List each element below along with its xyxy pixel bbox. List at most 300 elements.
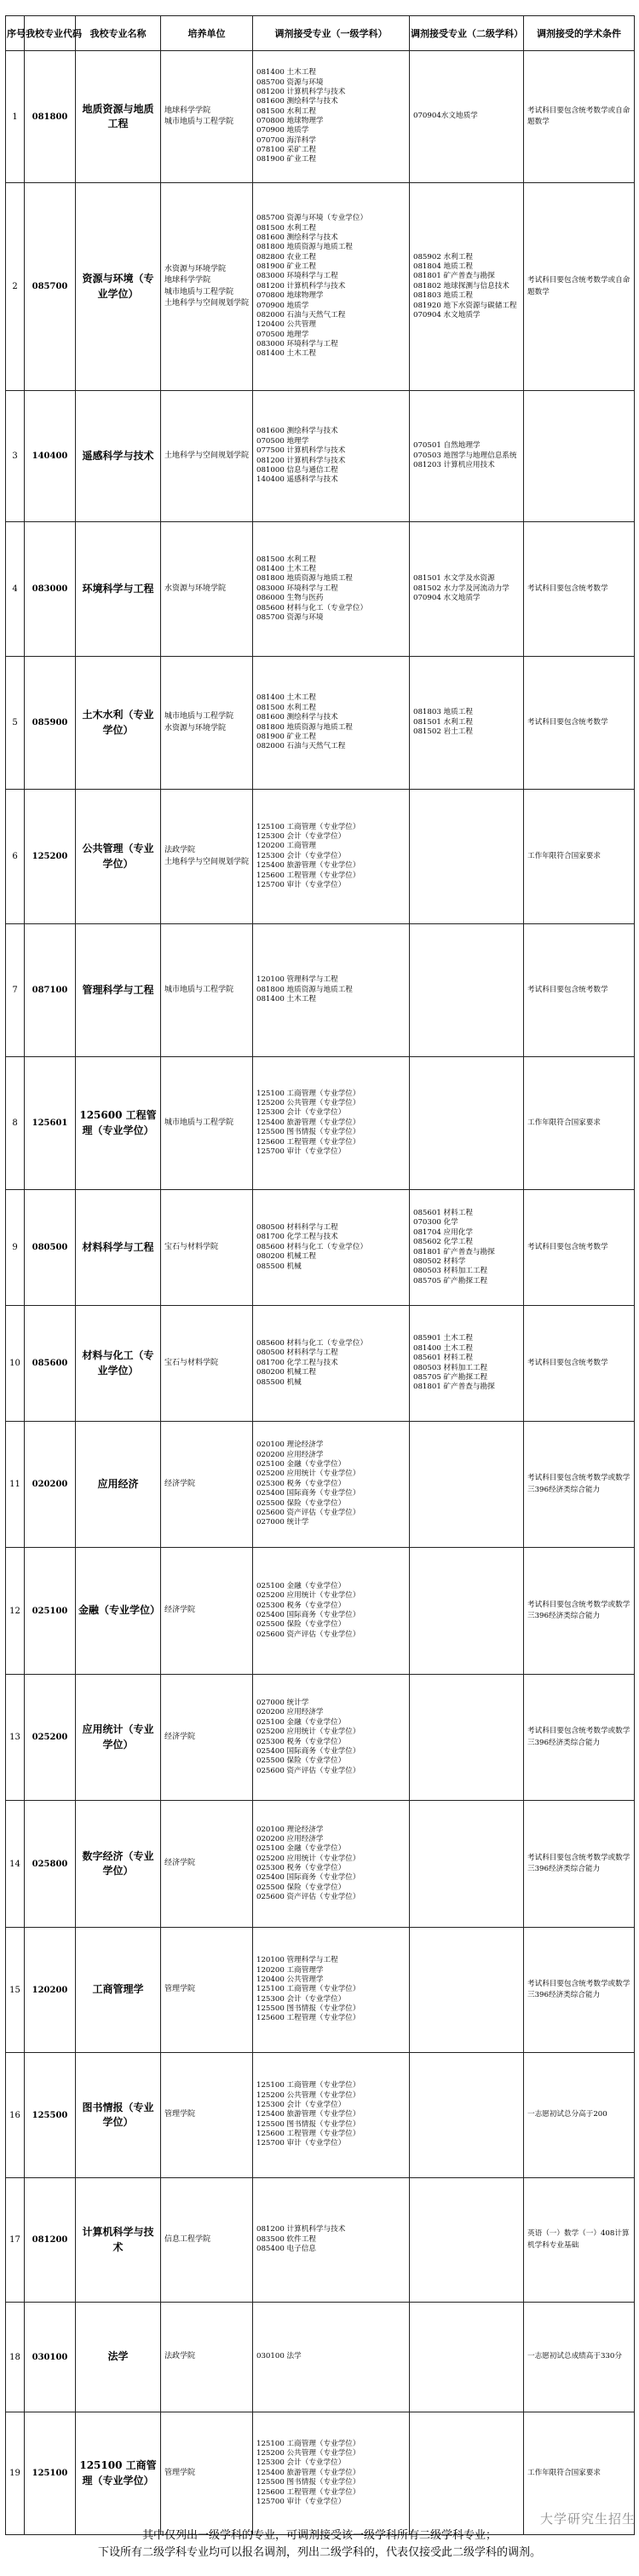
cell-unit [161, 1190, 253, 1306]
cell-level1 [253, 183, 410, 391]
cell-condition: 工作年限符合国家要求 [524, 1057, 635, 1190]
cell-code: 125100 [25, 2412, 76, 2535]
watermark: 大学研究生招生 [539, 2511, 636, 2527]
cell-level2 [410, 391, 524, 522]
cell-condition: 考试科目要包含统考数学或自命题数学 [524, 183, 635, 391]
level1-item: 025100 金融（专业学位） [256, 1844, 346, 1854]
cell-level2 [410, 1675, 524, 1801]
level1-item: 120200 工商管理学 [256, 1965, 324, 1975]
level1-item: 081500 水利工程 [256, 223, 316, 233]
table-row [6, 2053, 635, 2178]
level1-item: 070800 地球物理学 [256, 117, 324, 125]
level2-item: 081704 应用化学 [413, 1228, 473, 1237]
unit-line: 土地科学与空间规划学院 [164, 298, 250, 308]
cell-code: 081200 [25, 2178, 76, 2303]
level1-item: 081900 矿业工程 [256, 732, 316, 741]
level1-item: 120100 管理科学与工程 [256, 1956, 338, 1965]
level1-item: 070900 地质学 [256, 301, 309, 310]
cell-level1 [253, 2053, 410, 2178]
cell-seq: 4 [6, 522, 25, 657]
cell-unit [161, 1928, 253, 2053]
level1-item: 082800 农业工程 [256, 252, 316, 262]
cell-seq: 5 [6, 657, 25, 790]
cell-level1 [253, 1422, 410, 1548]
level1-item: 085700 资源与环境（专业学位） [256, 214, 368, 223]
cell-level2 [410, 183, 524, 391]
level1-item: 070500 地理学 [256, 330, 309, 339]
cell-unit [161, 657, 253, 790]
level1-item: 125500 图书情报（专业学位） [256, 2004, 360, 2014]
level1-item: 025400 国际商务（专业学位） [256, 1489, 360, 1498]
cell-major: 应用经济 [76, 1422, 161, 1548]
cell-level1 [253, 522, 410, 657]
unit-line: 管理学院 [164, 2110, 196, 2119]
cell-major: 土木水利（专业学位） [76, 657, 161, 790]
cell-seq: 2 [6, 183, 25, 391]
level1-item: 025100 金融（专业学位） [256, 1581, 346, 1590]
cell-unit [161, 391, 253, 522]
cell-level2 [410, 1057, 524, 1190]
cell-unit [161, 522, 253, 657]
unit-line: 管理学院 [164, 2468, 196, 2477]
level1-item: 081400 土木工程 [256, 349, 316, 359]
cell-seq: 15 [6, 1928, 25, 2053]
cell-seq: 9 [6, 1190, 25, 1306]
level2-item: 081803 地质工程 [413, 291, 473, 301]
level1-item: 081600 测绘科学与技术 [256, 427, 338, 436]
level2-item: 081920 地下水资源与碳储工程 [413, 301, 517, 310]
level1-item: 085700 资源与环境 [256, 612, 324, 622]
level1-item: 125600 工程管理（专业学位） [256, 2487, 360, 2497]
level1-item: 081500 水利工程 [256, 555, 316, 564]
unit-line: 经济学院 [164, 1479, 196, 1488]
cell-major: 金融（专业学位） [76, 1548, 161, 1675]
level1-item: 140400 遥感科学与技术 [256, 475, 338, 485]
level2-item: 085601 材料工程 [413, 1209, 473, 1218]
cell-major: 125600 工程管理（专业学位） [76, 1057, 161, 1190]
level1-item: 081600 测绘科学与技术 [256, 233, 338, 243]
level1-item: 078100 采矿工程 [256, 146, 316, 155]
level2-item: 081400 土木工程 [413, 1343, 473, 1353]
level1-item: 125200 公共管理（专业学位） [256, 1099, 360, 1108]
cell-level2 [410, 1928, 524, 2053]
cell-unit [161, 51, 253, 183]
unit-line: 土地科学与空间规划学院 [164, 857, 250, 866]
cell-unit [161, 2303, 253, 2412]
table-row [6, 1675, 635, 1801]
level1-item: 070500 地理学 [256, 436, 309, 446]
cell-major: 管理科学与工程 [76, 924, 161, 1057]
level1-item: 025300 税务（专业学位） [256, 1479, 346, 1488]
cell-level1 [253, 1057, 410, 1190]
cell-condition: 一志愿初试总成绩高于330分 [524, 2303, 635, 2412]
cell-major: 材料与化工（专业学位） [76, 1306, 161, 1422]
level1-item: 125600 工程管理（专业学位） [256, 2130, 360, 2139]
level1-item: 070700 海洋科学 [256, 135, 316, 145]
cell-level2 [410, 2303, 524, 2412]
level2-item: 070904 水文地质学 [413, 594, 481, 603]
level1-item: 081900 矿业工程 [256, 155, 316, 164]
level1-item: 080200 机械工程 [256, 1368, 316, 1377]
cell-level1 [253, 391, 410, 522]
footnote-line-2: 下设所有二级学科专业均可以报名调剂，列出二级学科的，代表仅接受此二级学科的调剂。 [97, 2546, 541, 2559]
cell-seq: 16 [6, 2053, 25, 2178]
cell-level2 [410, 657, 524, 790]
unit-line: 法政学院 [164, 846, 196, 855]
cell-code: 120200 [25, 1928, 76, 2053]
level1-item: 085500 机械 [256, 1262, 302, 1271]
level1-item: 025200 应用统计（专业学位） [256, 1591, 360, 1601]
level2-item: 080502 材料学 [413, 1256, 466, 1266]
cell-code: 125601 [25, 1057, 76, 1190]
cell-seq: 3 [6, 391, 25, 522]
level1-item: 125500 图书情报（专业学位） [256, 2119, 360, 2129]
level1-item: 125600 工程管理（专业学位） [256, 1137, 360, 1147]
cell-code: 083000 [25, 522, 76, 657]
table-row [6, 51, 635, 183]
level1-item: 083000 环境科学与工程 [256, 272, 338, 281]
table-row [6, 1306, 635, 1422]
level2-item: 085705 矿产勘探工程 [413, 1276, 488, 1285]
cell-major: 计算机科学与技术 [76, 2178, 161, 2303]
level2-item: 081804 地质工程 [413, 262, 473, 272]
cell-level2 [410, 1306, 524, 1422]
level2-item: 081801 矿产普查与勘探 [413, 1247, 495, 1256]
level1-item: 020200 应用经济学 [256, 1450, 324, 1459]
cell-major: 遥感科学与技术 [76, 391, 161, 522]
level1-item: 125100 工商管理（专业学位） [256, 2081, 360, 2090]
cell-level2 [410, 51, 524, 183]
level1-item: 081200 计算机科学与技术 [256, 281, 346, 290]
level1-item: 125700 审计（专业学位） [256, 1147, 346, 1156]
unit-line: 信息工程学院 [164, 2234, 211, 2244]
cell-condition: 考试科目要包含统考数学或数学三396经济类综合能力 [524, 1548, 635, 1675]
cell-code: 080500 [25, 1190, 76, 1306]
cell-seq: 19 [6, 2412, 25, 2535]
level1-item: 030100 法学 [256, 2352, 302, 2361]
unit-line: 经济学院 [164, 1732, 196, 1741]
table-row [6, 1190, 635, 1306]
level1-item: 085700 资源与环境 [256, 78, 324, 87]
unit-line: 城市地质与工程学院 [164, 1118, 234, 1127]
table-body [6, 51, 635, 2535]
table-row [6, 1548, 635, 1675]
level2-item: 081203 计算机应用技术 [413, 461, 495, 470]
level1-item: 082000 石油与天然气工程 [256, 742, 346, 751]
level1-item: 025400 国际商务（专业学位） [256, 1746, 360, 1756]
level1-item: 081800 地质资源与地质工程 [256, 574, 353, 584]
level1-item: 025300 税务（专业学位） [256, 1737, 346, 1746]
cell-level1 [253, 1675, 410, 1801]
unit-line: 水资源与环境学院 [164, 265, 227, 274]
cell-unit [161, 2053, 253, 2178]
cell-seq: 1 [6, 51, 25, 183]
level1-item: 125700 审计（专业学位） [256, 2497, 346, 2506]
cell-condition: 考试科目要包含统考数学 [524, 522, 635, 657]
cell-level1 [253, 2303, 410, 2412]
cell-condition [524, 391, 635, 522]
cell-level1 [253, 1306, 410, 1422]
header-seq: 序号 [6, 16, 25, 51]
table-row [6, 1801, 635, 1928]
level1-item: 125600 工程管理（专业学位） [256, 871, 360, 880]
level2-item: 085901 土木工程 [413, 1334, 473, 1343]
header-condition: 调剂接受的学术条件 [524, 16, 635, 51]
cell-condition: 考试科目要包含统考数学或自命题数学 [524, 51, 635, 183]
unit-line: 水资源与环境学院 [164, 723, 227, 733]
level1-item: 125100 工商管理（专业学位） [256, 1089, 360, 1098]
level1-item: 025100 金融（专业学位） [256, 1717, 346, 1727]
level1-item: 125700 审计（专业学位） [256, 2139, 346, 2148]
cell-level2 [410, 2412, 524, 2535]
level2-item: 080503 材料加工工程 [413, 1267, 488, 1276]
level1-item: 025300 税务（专业学位） [256, 1864, 346, 1872]
cell-seq: 6 [6, 790, 25, 924]
level1-item: 085600 材料与化工（专业学位） [256, 603, 368, 612]
cell-seq: 17 [6, 2178, 25, 2303]
level1-item: 082000 石油与天然气工程 [256, 310, 346, 319]
cell-level1 [253, 2412, 410, 2535]
cell-unit [161, 2412, 253, 2535]
unit-line: 经济学院 [164, 1606, 196, 1615]
level1-item: 070900 地质学 [256, 126, 309, 135]
level1-item: 125400 旅游管理（专业学位） [256, 2110, 360, 2119]
cell-code: 087100 [25, 924, 76, 1057]
adjustment-table [5, 15, 635, 2535]
cell-condition: 考试科目要包含统考数学或数学三396经济类综合能力 [524, 1928, 635, 2053]
unit-line: 城市地质与工程学院 [164, 712, 234, 722]
level1-item: 081000 信息与通信工程 [256, 465, 338, 474]
level1-item: 081400 土木工程 [256, 693, 316, 703]
level1-item: 025200 应用统计（专业学位） [256, 1469, 360, 1479]
cell-code: 020200 [25, 1422, 76, 1548]
cell-unit [161, 183, 253, 391]
cell-level2 [410, 2178, 524, 2303]
header-unit: 培养单位 [161, 16, 253, 51]
unit-line: 宝石与材料学院 [164, 1358, 219, 1367]
table-row [6, 924, 635, 1057]
cell-code: 025100 [25, 1548, 76, 1675]
level2-item: 081502 水力学及河流动力学 [413, 584, 509, 593]
level1-item: 025400 国际商务（专业学位） [256, 1873, 360, 1883]
level1-item: 081400 土木工程 [256, 995, 316, 1004]
level1-item: 025500 保险（专业学位） [256, 1757, 346, 1766]
table-row [6, 1928, 635, 2053]
level1-item: 086000 生物与医药 [256, 594, 324, 603]
table-header-row [6, 16, 635, 51]
level1-item: 081800 地质资源与地质工程 [256, 985, 353, 994]
level2-item: 070503 地图学与地理信息系统 [413, 451, 517, 460]
level1-item: 125200 公共管理（专业学位） [256, 2090, 360, 2100]
cell-code: 025200 [25, 1675, 76, 1801]
level2-item: 080503 材料加工工程 [413, 1363, 488, 1372]
level1-item: 125300 会计（专业学位） [256, 1108, 346, 1118]
level1-item: 080200 机械工程 [256, 1252, 316, 1262]
cell-seq: 18 [6, 2303, 25, 2412]
level1-item: 025400 国际商务（专业学位） [256, 1611, 360, 1619]
unit-line: 水资源与环境学院 [164, 584, 227, 593]
level2-item: 085602 化学工程 [413, 1238, 473, 1247]
cell-seq: 7 [6, 924, 25, 1057]
level2-item: 070904水文地质学 [413, 112, 478, 121]
level1-item: 125400 旅游管理（专业学位） [256, 861, 360, 871]
cell-level2 [410, 522, 524, 657]
table-row [6, 657, 635, 790]
header-major: 我校专业名称 [76, 16, 161, 51]
level1-item: 125300 会计（专业学位） [256, 851, 346, 860]
table-row [6, 1422, 635, 1548]
cell-code: 085700 [25, 183, 76, 391]
cell-condition: 考试科目要包含统考数学或数学三396经济类综合能力 [524, 1801, 635, 1928]
level1-item: 025500 保险（专业学位） [256, 1883, 346, 1892]
level1-item: 083500 软件工程 [256, 2234, 316, 2244]
level1-item: 125200 公共管理（专业学位） [256, 2449, 360, 2458]
level1-item: 120400 公共管理 [256, 320, 316, 330]
cell-level1 [253, 924, 410, 1057]
cell-condition: 考试科目要包含统考数学 [524, 1190, 635, 1306]
level1-item: 081500 水利工程 [256, 703, 316, 712]
level1-item: 125700 审计（专业学位） [256, 880, 346, 889]
cell-seq: 12 [6, 1548, 25, 1675]
cell-major: 法学 [76, 2303, 161, 2412]
cell-code: 025800 [25, 1801, 76, 1928]
level1-item: 027000 统计学 [256, 1699, 309, 1708]
level1-item: 020200 应用经济学 [256, 1834, 324, 1843]
unit-line: 城市地质与工程学院 [164, 287, 234, 296]
cell-code: 125200 [25, 790, 76, 924]
cell-seq: 14 [6, 1801, 25, 1928]
level1-item: 025500 保险（专业学位） [256, 1498, 346, 1508]
unit-line: 管理学院 [164, 1985, 196, 1994]
table-row [6, 183, 635, 391]
cell-seq: 8 [6, 1057, 25, 1190]
level1-item: 125600 工程管理（专业学位） [256, 2014, 360, 2023]
level1-item: 025200 应用统计（专业学位） [256, 1854, 360, 1863]
cell-level1 [253, 1548, 410, 1675]
cell-code: 085900 [25, 657, 76, 790]
level1-item: 081200 计算机科学与技术 [256, 2225, 346, 2234]
cell-unit [161, 2178, 253, 2303]
cell-unit [161, 1675, 253, 1801]
level1-item: 125100 工商管理（专业学位） [256, 2439, 360, 2448]
level1-item: 125500 图书情报（专业学位） [256, 1128, 360, 1137]
level1-item: 025600 资产评估（专业学位） [256, 1893, 360, 1902]
level1-item: 125400 旅游管理（专业学位） [256, 2468, 360, 2477]
cell-unit [161, 1801, 253, 1928]
cell-level1 [253, 2178, 410, 2303]
cell-level1 [253, 51, 410, 183]
level1-item: 125300 会计（专业学位） [256, 832, 346, 842]
cell-unit [161, 790, 253, 924]
cell-code: 125500 [25, 2053, 76, 2178]
level1-item: 081200 计算机科学与技术 [256, 87, 346, 96]
level1-item: 025300 税务（专业学位） [256, 1601, 346, 1610]
level1-item: 083000 环境科学与工程 [256, 339, 338, 348]
header-level1: 调剂接受专业（一级学科） [253, 16, 410, 51]
level1-item: 081500 水利工程 [256, 106, 316, 116]
level1-item: 081800 地质资源与地质工程 [256, 243, 353, 252]
level1-item: 083000 环境科学与工程 [256, 584, 338, 593]
level2-item: 085601 材料工程 [413, 1354, 473, 1363]
level1-item: 081800 地质资源与地质工程 [256, 722, 353, 732]
level1-item: 125400 旅游管理（专业学位） [256, 1118, 360, 1127]
level2-item: 070300 化学 [413, 1218, 458, 1228]
unit-line: 宝石与材料学院 [164, 1242, 219, 1251]
level1-item: 081700 化学工程与技术 [256, 1358, 338, 1367]
level1-item: 081600 测绘科学与技术 [256, 97, 338, 106]
level1-item: 025600 资产评估（专业学位） [256, 1508, 360, 1517]
level1-item: 020100 理论经济学 [256, 1825, 324, 1834]
cell-unit [161, 1057, 253, 1190]
cell-major: 125100 工商管理（专业学位） [76, 2412, 161, 2535]
level1-item: 081200 计算机科学与技术 [256, 456, 346, 465]
level1-item: 085600 材料与化工（专业学位） [256, 1242, 368, 1251]
cell-level2 [410, 924, 524, 1057]
cell-level2 [410, 790, 524, 924]
level2-item: 081802 地球探测与信息技术 [413, 281, 509, 290]
unit-line: 城市地质与工程学院 [164, 118, 234, 126]
level1-item: 020100 理论经济学 [256, 1440, 324, 1450]
cell-level2 [410, 1801, 524, 1928]
cell-level1 [253, 1801, 410, 1928]
cell-major: 数字经济（专业学位） [76, 1801, 161, 1928]
level1-item: 085400 电子信息 [256, 2245, 316, 2254]
cell-condition: 一志愿初试总分高于200 [524, 2053, 635, 2178]
level1-item: 125300 会计（专业学位） [256, 2458, 346, 2468]
cell-code: 140400 [25, 391, 76, 522]
level2-item: 070501 自然地理学 [413, 441, 481, 451]
cell-major: 图书情报（专业学位） [76, 2053, 161, 2178]
cell-condition: 考试科目要包含统考数学或数学三396经济类综合能力 [524, 1422, 635, 1548]
level1-item: 081900 矿业工程 [256, 262, 316, 272]
level1-item: 025200 应用统计（专业学位） [256, 1728, 360, 1737]
level1-item: 025100 金融（专业学位） [256, 1460, 346, 1469]
level1-item: 085500 机械 [256, 1377, 302, 1387]
table-row [6, 522, 635, 657]
table-row [6, 790, 635, 924]
level1-item: 081400 土木工程 [256, 68, 316, 78]
level1-item: 027000 统计学 [256, 1518, 309, 1527]
level1-item: 085600 材料与化工（专业学位） [256, 1339, 368, 1348]
cell-major: 资源与环境（专业学位） [76, 183, 161, 391]
cell-code: 081800 [25, 51, 76, 183]
level2-item: 081803 地质工程 [413, 708, 473, 717]
cell-major: 应用统计（专业学位） [76, 1675, 161, 1801]
cell-level2 [410, 1548, 524, 1675]
cell-unit [161, 1548, 253, 1675]
level1-item: 025600 资产评估（专业学位） [256, 1630, 360, 1639]
level2-item: 081502 岩土工程 [413, 727, 473, 737]
level2-item: 081801 矿产普查与勘探 [413, 1383, 495, 1392]
level1-item: 120400 公共管理学 [256, 1975, 324, 1984]
level1-item: 120200 工商管理 [256, 842, 316, 851]
cell-condition: 考试科目要包含统考数学或数学三396经济类综合能力 [524, 1675, 635, 1801]
cell-level2 [410, 1422, 524, 1548]
cell-condition: 考试科目要包含统考数学 [524, 924, 635, 1057]
cell-level2 [410, 1190, 524, 1306]
level1-item: 081700 化学工程与技术 [256, 1233, 338, 1242]
header-level2: 调剂接受专业（二级学科） [410, 16, 524, 51]
cell-condition: 考试科目要包含统考数学 [524, 1306, 635, 1422]
cell-unit [161, 1422, 253, 1548]
cell-major: 公共管理（专业学位） [76, 790, 161, 924]
cell-level1 [253, 790, 410, 924]
level1-item: 081600 测绘科学与技术 [256, 713, 338, 722]
cell-seq: 13 [6, 1675, 25, 1801]
level1-item: 125100 工商管理（专业学位） [256, 1985, 360, 1994]
cell-level1 [253, 1190, 410, 1306]
level1-item: 025600 资产评估（专业学位） [256, 1766, 360, 1775]
